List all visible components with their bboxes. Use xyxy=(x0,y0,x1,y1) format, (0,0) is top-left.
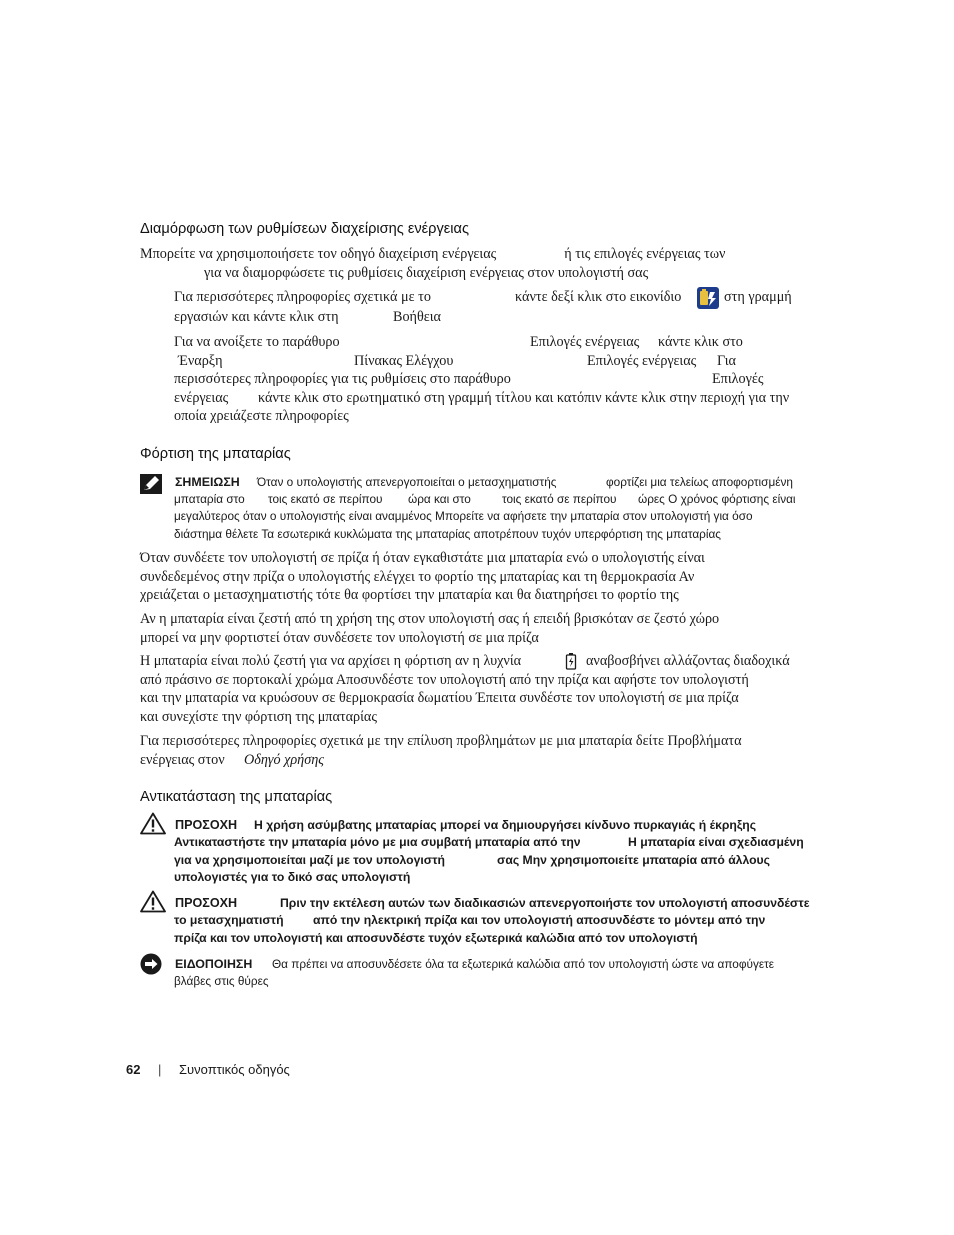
text: Θα πρέπει να αποσυνδέσετε όλα τα εξωτερικά καλώδια από τον υπολογιστή ώστε να αποφύγετε xyxy=(272,957,775,971)
note-label: ΣΗΜΕΙΩΣΗ xyxy=(175,475,240,489)
text: Για περισσότερες πληροφορίες σχετικά με το xyxy=(174,289,431,305)
text: το μετασχηματιστή xyxy=(174,913,284,928)
page-number: 62 xyxy=(126,1062,141,1077)
caution-label: ΠΡΟΣΟΧΗ xyxy=(175,896,238,910)
notice-icon xyxy=(140,953,162,975)
text: στη γραμμή xyxy=(724,289,792,305)
text: υπολογιστές για το δικό σας υπολογιστή xyxy=(174,870,411,885)
text: Για περισσότερες πληροφορίες σχετικά με την επίλυση προβλημάτων με μια μπαταρία δείτε Προβλήματα xyxy=(140,733,742,749)
text: μπορεί να μην φορτιστεί όταν συνδέσετε τον υπολογιστή σε μια πρίζα xyxy=(140,629,539,646)
caution-label: ΠΡΟΣΟΧΗ xyxy=(175,818,238,832)
separator: | xyxy=(158,1062,162,1077)
section-title-battery-replacement: Αντικατάσταση της μπαταρίας xyxy=(140,789,333,805)
text: και την μπαταρία να κρυώσουν σε θερμοκρασία δωματίου Έπειτα συνδέστε τον υπολογιστή σε μια πρίζα xyxy=(140,690,739,707)
charging-paragraph-1 xyxy=(140,549,815,605)
section-title-power-management: Διαμόρφωση των ρυθμίσεων διαχείρισης ενέργειας xyxy=(140,221,469,237)
power-meter-icon xyxy=(696,286,720,310)
note-pencil-icon xyxy=(140,474,162,494)
users-guide-link-text: Οδηγό χρήσης xyxy=(244,751,324,768)
text: Αντικαταστήστε την μπαταρία μόνο με μια συμβατή μπαταρία από την xyxy=(174,835,581,850)
text: Όταν συνδέετε τον υπολογιστή σε πρίζα ή όταν εγκαθιστάτε μια μπαταρία ενώ ο υπολογιστής είναι xyxy=(140,550,705,566)
text: Όταν ο υπολογιστής απενεργοποιείται ο μετασχηματιστής xyxy=(257,475,557,489)
text: ώρες Ο χρόνος φόρτισης είναι xyxy=(638,492,796,507)
text: κάντε κλικ στο ερωτηματικό στη γραμμή τίτλου και κατόπιν κάντε κλικ στην περιοχή για την xyxy=(258,389,790,406)
power-options-bullet xyxy=(174,333,819,426)
text: πρίζα και τον υπολογιστή και αποσυνδέστε τυχόν εξωτερικά καλώδια από τον υπολογιστή xyxy=(174,930,698,945)
text: Αν η μπαταρία είναι ζεστή από τη χρήση της στον υπολογιστή σας ή επειδή βρισκόταν σε ζεστό χώρο xyxy=(140,611,720,627)
text: περισσότερες πληροφορίες για τις ρυθμίσεις στο παράθυρο xyxy=(174,371,511,388)
text: σας Μην χρησιμοποιείτε μπαταρία από άλλους xyxy=(497,852,770,867)
caution-block-1 xyxy=(174,817,819,887)
text: χρειάζεται ο μετασχηματιστής τότε θα φορτίσει την μπαταρία και θα διατηρήσει το φορτίο της xyxy=(140,587,679,604)
charging-paragraph-4 xyxy=(140,732,815,769)
text: Η μπαταρία είναι πολύ ζεστή για να αρχίσει η φόρτιση αν η λυχνία xyxy=(140,653,522,669)
notice-label: ΕΙΔΟΠΟΙΗΣΗ xyxy=(175,957,253,971)
text: και συνεχίστε την φόρτιση της μπαταρίας xyxy=(140,708,377,725)
text: ενέργειας xyxy=(174,389,229,406)
text: Για xyxy=(717,352,736,369)
caution-triangle-icon xyxy=(140,890,166,913)
text: Μπορείτε να χρησιμοποιήσετε τον οδηγό διαχείριση ενέργειας xyxy=(140,246,497,262)
text: Επιλογές ενέργειας xyxy=(530,334,640,350)
text: τοις εκατό σε περίπου xyxy=(502,492,617,507)
text: Η μπαταρία είναι σχεδιασμένη xyxy=(628,835,804,850)
text: Πριν την εκτέλεση αυτών των διαδικασιών απενεργοποιήστε τον υπολογιστή αποσυνδέστε xyxy=(280,896,810,910)
text: οποία χρειάζεστε πληροφορίες xyxy=(174,408,349,425)
text: συνδεδεμένος στην πρίζα ο υπολογιστής ελέγχει το φορτίο της μπαταρίας και τη θερμοκρασία Αν xyxy=(140,568,695,585)
intro-paragraph xyxy=(140,245,815,282)
text: αναβοσβήνει αλλάζοντας διαδοχικά xyxy=(586,653,790,669)
charging-paragraph-3 xyxy=(140,652,815,726)
charging-paragraph-2 xyxy=(140,610,815,647)
caution-triangle-icon xyxy=(140,812,166,835)
footer-separator xyxy=(158,1062,161,1077)
text: τοις εκατό σε περίπου xyxy=(268,492,383,507)
text: ή τις επιλογές ενέργειας των xyxy=(564,246,726,262)
text: Επιλογές ενέργειας xyxy=(587,352,697,369)
text: Πίνακας Ελέγχου xyxy=(354,352,454,369)
text: φορτίζει μια τελείως αποφορτισμένη xyxy=(606,475,793,489)
page-footer xyxy=(126,1062,140,1077)
text: βλάβες στις θύρες xyxy=(174,974,269,989)
text: από πράσινο σε πορτοκαλί χρώμα Αποσυνδέστε τον υπολογιστή από την πρίζα και αφήστε τον υπολογιστή xyxy=(140,671,749,688)
text: κάντε κλικ στο xyxy=(658,334,743,350)
text: ενέργειας στον xyxy=(140,751,225,768)
text: μπαταρία στο xyxy=(174,492,245,507)
guide-title: Συνοπτικός οδηγός xyxy=(179,1062,290,1077)
help-bullet xyxy=(174,288,819,328)
text: διάστημα θέλετε Τα εσωτερικά κυκλώματα της μπαταρίας αποτρέπουν τυχόν υπερφόρτιση της μπαταρίας xyxy=(174,526,721,541)
text: ώρα και στο xyxy=(408,492,471,507)
battery-light-icon xyxy=(565,652,577,670)
footer-title xyxy=(179,1062,290,1077)
section-title-battery-charging: Φόρτιση της μπαταρίας xyxy=(140,446,291,462)
text: για να χρησιμοποιείται μαζί με τον υπολογιστή xyxy=(174,852,445,867)
text: Έναρξη xyxy=(178,352,223,369)
text: Για να ανοίξετε το παράθυρο xyxy=(174,334,340,350)
text: από την ηλεκτρική πρίζα και τον υπολογιστή αποσυνδέστε το μόντεμ από την xyxy=(313,913,766,928)
notice-block xyxy=(174,956,819,990)
text: Βοήθεια xyxy=(393,309,441,325)
text: Η χρήση ασύμβατης μπαταρίας μπορεί να δημιουργήσει κίνδυνο πυρκαγιάς ή έκρηξης xyxy=(254,818,757,832)
text: Επιλογές xyxy=(712,371,764,388)
text: για να διαμορφώσετε τις ρυθμίσεις διαχείριση ενέργειας στον υπολογιστή σας xyxy=(204,264,649,281)
text: μεγαλύτερος όταν ο υπολογιστής είναι αναμμένος Μπορείτε να αφήσετε την μπαταρία στον υπολογιστή για όσο xyxy=(174,509,753,524)
text: κάντε δεξί κλικ στο εικονίδιο xyxy=(515,289,682,305)
text: εργασιών και κάντε κλικ στη xyxy=(174,309,339,325)
note-charging xyxy=(174,474,819,543)
caution-block-2 xyxy=(174,895,819,947)
